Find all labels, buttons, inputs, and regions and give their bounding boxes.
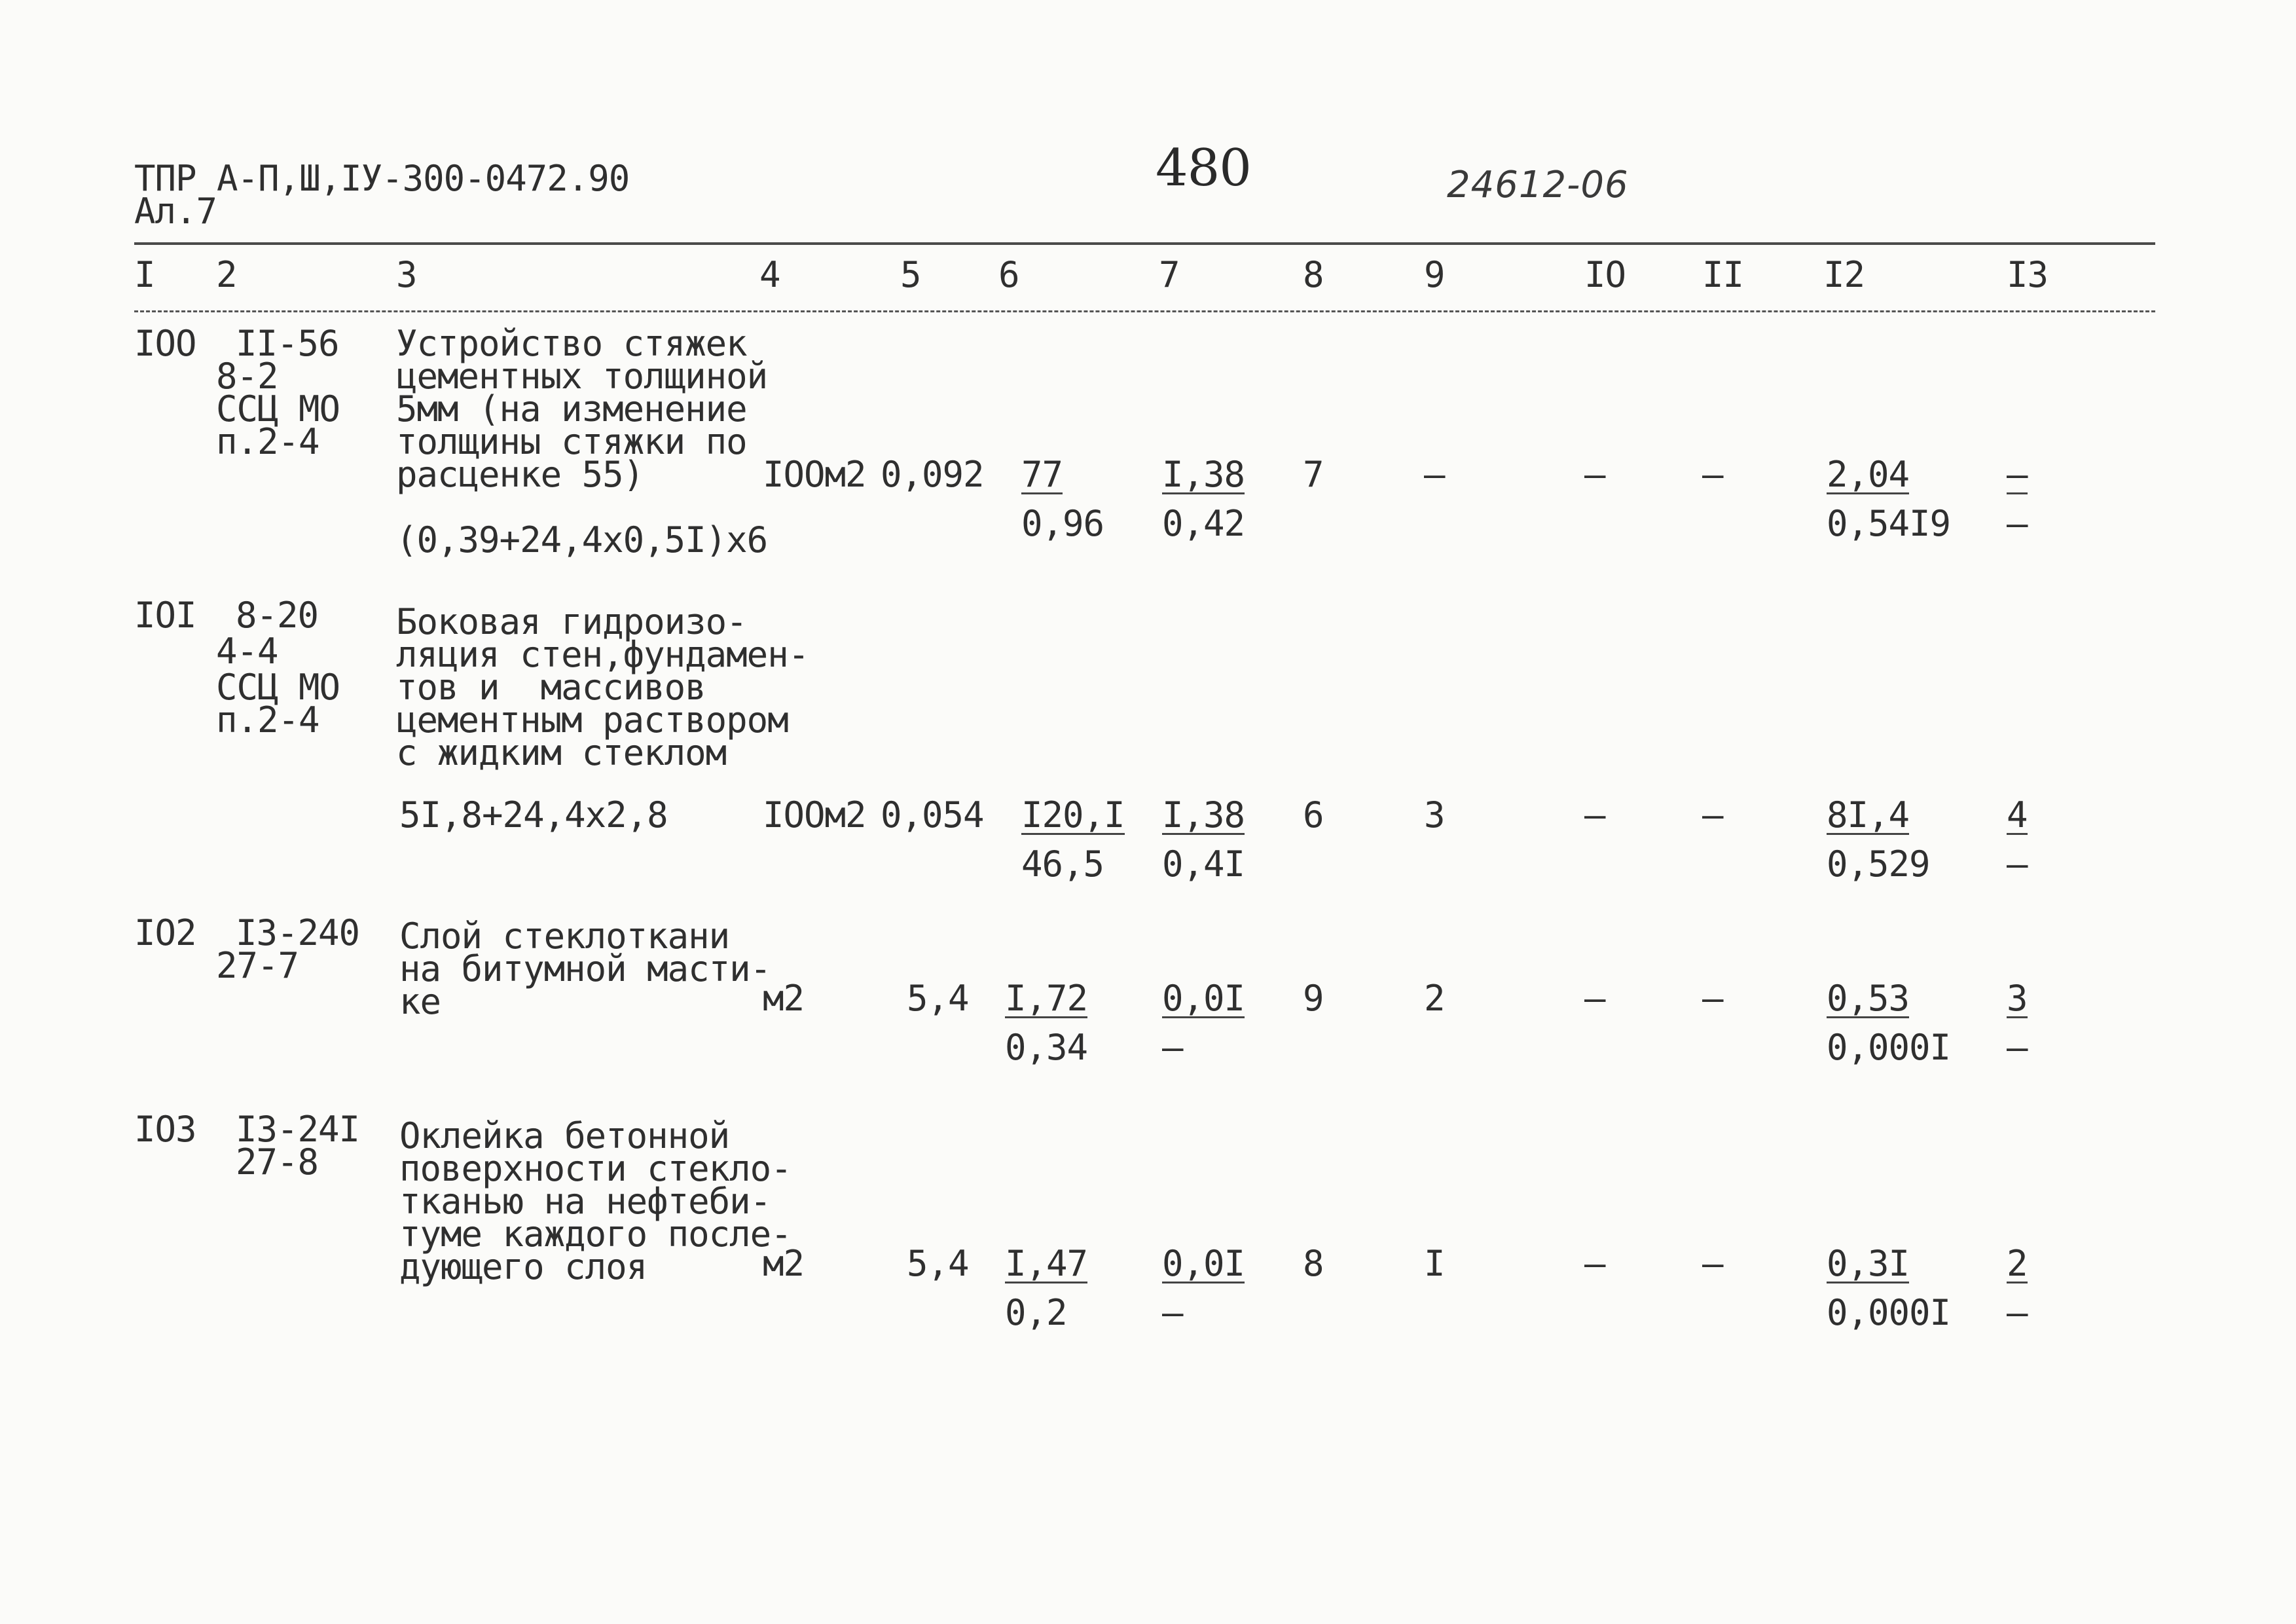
unit: м2 (763, 1243, 805, 1284)
quantity-formula: 5I,8+24,4х2,8 (399, 794, 668, 836)
cost-top: I,72 (1005, 978, 1088, 1019)
col12-bottom: 0,529 (1827, 843, 1930, 885)
col8-value: 7 (1303, 454, 1324, 495)
cost-top: I,38 (1162, 454, 1245, 495)
norm-code: п.2-4 (216, 699, 319, 741)
col9-value: I (1424, 1243, 1445, 1284)
col12-bottom: 0,54I9 (1827, 503, 1951, 544)
work-description: тканью на нефтеби- (399, 1181, 771, 1222)
work-description: расценке 55) (396, 454, 644, 495)
col13-top: 2 (2007, 1243, 2028, 1284)
col10-value: – (1584, 454, 1605, 495)
norm-code: 27-8 (236, 1141, 319, 1183)
column-number: 7 (1159, 254, 1180, 295)
work-description: толщины стяжки по (396, 421, 747, 462)
header-top-rule (134, 242, 2155, 245)
work-description: туме каждого после- (399, 1213, 792, 1255)
norm-code: ССЦ МО (216, 388, 340, 430)
cost-bottom: 46,5 (1021, 843, 1104, 885)
work-description: цементных толщиной (396, 356, 768, 397)
row-number: IO2 (134, 912, 196, 953)
norm-code: п.2-4 (216, 421, 319, 462)
col9-value: 2 (1424, 978, 1445, 1019)
col12-top: 0,3I (1827, 1243, 1910, 1284)
column-number: IO (1584, 254, 1626, 295)
norm-code: ССЦ МО (216, 667, 340, 708)
norm-code: 8-20 (236, 595, 319, 636)
page-number: 480 (1156, 139, 1251, 198)
header-bottom-rule (134, 310, 2155, 312)
work-description: ляция стен,фундамен- (396, 634, 809, 675)
col13-bottom: – (2007, 1292, 2028, 1333)
cost-bottom: 0,34 (1005, 1027, 1088, 1068)
column-number: 9 (1424, 254, 1445, 295)
col12-bottom: 0,000I (1827, 1027, 1951, 1068)
work-description: тов и массивов (396, 667, 706, 708)
cost-top: 0,0I (1162, 1243, 1245, 1284)
work-description: Боковая гидроизо- (396, 601, 747, 642)
col13-top: – (2007, 454, 2028, 495)
column-number: 5 (900, 254, 921, 295)
unit: IOOм2 (763, 454, 866, 495)
col13-bottom: – (2007, 1027, 2028, 1068)
quantity: 5,4 (907, 1243, 969, 1284)
unit: IOOм2 (763, 794, 866, 836)
column-number: I3 (2007, 254, 2049, 295)
row-number: IOI (134, 595, 196, 636)
cost-top: 77 (1021, 454, 1063, 495)
sheet-label: Ал.7 (134, 191, 217, 232)
quantity: 0,092 (881, 454, 984, 495)
col11-value: – (1702, 978, 1723, 1019)
row-number: IOO (134, 323, 196, 364)
work-description: Слой стеклоткани (399, 915, 730, 957)
col8-value: 6 (1303, 794, 1324, 836)
cost-top: I,47 (1005, 1243, 1088, 1284)
work-description: дующего слоя (399, 1246, 647, 1287)
col10-value: – (1584, 794, 1605, 836)
norm-code: II-56 (236, 323, 339, 364)
norm-code: I3-240 (236, 912, 360, 953)
archive-number: 24612-06 (1447, 164, 1629, 206)
col11-value: – (1702, 794, 1723, 836)
quantity-formula: (0,39+24,4х0,5I)х6 (396, 519, 768, 561)
doc-code: ТПР А-П,Ш,IУ-300-0472.90 (134, 158, 630, 199)
cost-bottom: 0,4I (1162, 843, 1245, 885)
norm-code: 27-7 (216, 945, 299, 986)
col8-value: 8 (1303, 1243, 1324, 1284)
col13-top: 3 (2007, 978, 2028, 1019)
col13-bottom: – (2007, 843, 2028, 885)
col12-top: 0,53 (1827, 978, 1910, 1019)
cost-top: I,38 (1162, 794, 1245, 836)
col12-bottom: 0,000I (1827, 1292, 1951, 1333)
work-description: цементным раствором (396, 699, 788, 741)
col13-bottom: – (2007, 503, 2028, 544)
work-description: ке (399, 981, 441, 1022)
cost-bottom: 0,42 (1162, 503, 1245, 544)
col9-value: 3 (1424, 794, 1445, 836)
quantity: 0,054 (881, 794, 984, 836)
cost-top: 0,0I (1162, 978, 1245, 1019)
cost-bottom: – (1162, 1027, 1183, 1068)
column-number: 4 (759, 254, 780, 295)
column-number: II (1702, 254, 1744, 295)
col10-value: – (1584, 978, 1605, 1019)
col13-top: 4 (2007, 794, 2028, 836)
work-description: поверхности стекло- (399, 1148, 792, 1189)
norm-code: 8-2 (216, 356, 278, 397)
work-description: Оклейка бетонной (399, 1115, 730, 1156)
col12-top: 2,04 (1827, 454, 1910, 495)
norm-code: I3-24I (236, 1109, 360, 1150)
quantity: 5,4 (907, 978, 969, 1019)
col11-value: – (1702, 454, 1723, 495)
column-number: 8 (1303, 254, 1324, 295)
col8-value: 9 (1303, 978, 1324, 1019)
col11-value: – (1702, 1243, 1723, 1284)
row-number: IO3 (134, 1109, 196, 1150)
column-number: I (134, 254, 155, 295)
unit: м2 (763, 978, 805, 1019)
cost-top: I20,I (1021, 794, 1125, 836)
work-description: Устройство стяжек (396, 323, 747, 364)
work-description: с жидким стеклом (396, 732, 727, 773)
work-description: 5мм (на изменение (396, 388, 747, 430)
column-number: 3 (396, 254, 417, 295)
cost-bottom: 0,96 (1021, 503, 1104, 544)
cost-bottom: 0,2 (1005, 1292, 1067, 1333)
cost-bottom: – (1162, 1292, 1183, 1333)
norm-code: 4-4 (216, 631, 278, 672)
column-number: I2 (1823, 254, 1865, 295)
column-number: 2 (216, 254, 237, 295)
col10-value: – (1584, 1243, 1605, 1284)
column-number: 6 (998, 254, 1019, 295)
col12-top: 8I,4 (1827, 794, 1910, 836)
col9-value: – (1424, 454, 1445, 495)
work-description: на битумной масти- (399, 948, 771, 989)
